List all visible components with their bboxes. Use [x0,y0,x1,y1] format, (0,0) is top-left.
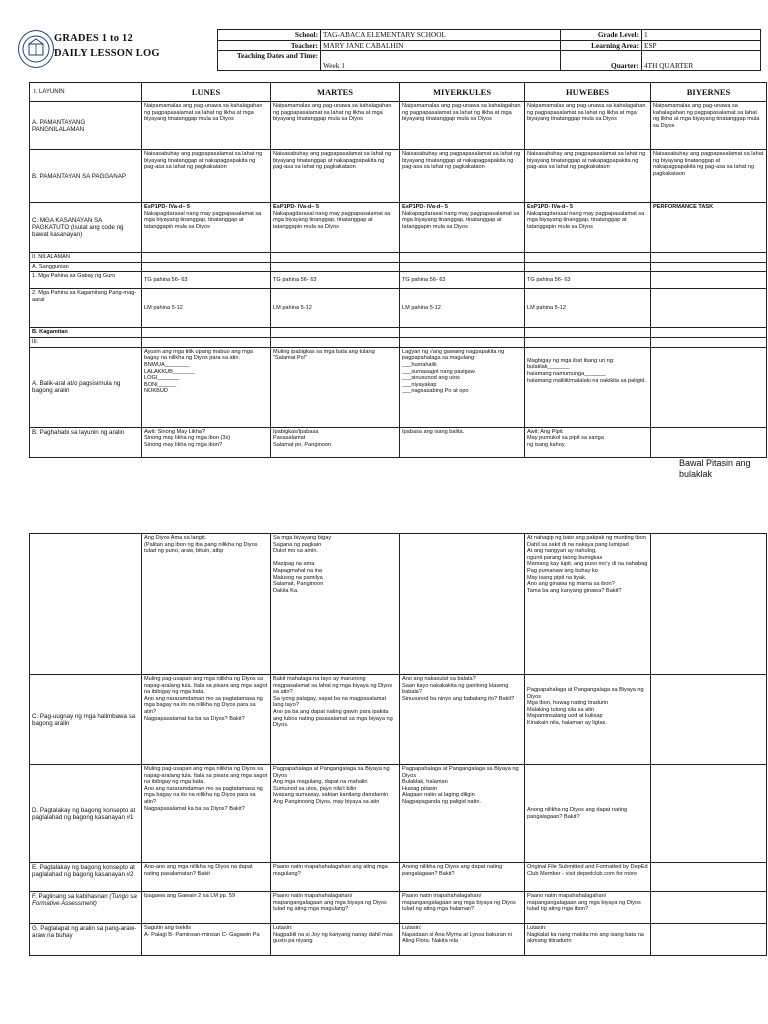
cell: Naisasabuhay ang pagpapasalamat sa lahat ng biyayang tinatanggap at nakapagpapakita ng pag-asa sa lahat ng pagkakataon [651,150,767,203]
cell: Anong nilikha ng Diyos ang dapat nating pangalagaan? Bakit? [525,765,651,863]
cell: TG pahina 56- 63 [400,272,525,289]
competency-text: Nakapagdarasal nang may pagpapasalamat sa mga biyayang tinanggap, tinatanggap at tatanggapin mula sa Diyos [273,210,391,230]
row-label: A. Sanggunian [30,262,142,272]
table-row [30,253,767,263]
cell: Naisasabuhay ang pagpapasalamat sa lahat ng biyayang tinatanggap at nakapagpapakita ng pag-asa sa lahat ng pagkakataon [400,150,525,203]
row-label: C. MGA KASANAYAN SA PAGKATUTO (Isulat ang code ng bawat kasanayan) [30,203,142,253]
cell: TG pahina 56- 63 [525,272,651,289]
row-label: E. Pagtalakay ng bagong konsepto at paglalahad ng bagong kasanayan #2 [30,863,142,892]
table-row [30,328,767,338]
grade-value: 1 [642,30,761,41]
cell: Paano natin mapahahalagahan/ mapangangalagaan ang mga biyaya ng Diyos tulad ng ating mga ibon? [525,892,651,924]
table-row [30,534,767,675]
competency-text: Nakapagdarasal nang may pagpapasalamat sa mga biyayang tinanggap, tinatanggap at tatanggapin mula sa Diyos [402,210,520,230]
area-value: ESP [642,40,761,51]
cell: Muling pag-usapan ang mga nilikha ng Diyos sa napag-aralang tula. Itala sa pisara ang mga sagot na ibibigay ng mga bata. Ano ang nararamdaman mo sa pagtatamasa ng mga bagay na ito na nilikha ng Diyos para sa atin? Nagpapasalamat ka ba sa Diyos? Bakit? [142,675,271,765]
cell: Awit: Ang Pipit May pumukol sa pipit sa sanga ng isang kahoy [525,427,651,457]
cell [651,765,767,863]
table-row [30,924,767,956]
competency-text: Nakapagdarasal nang may pagpapasalamat sa mga biyayang tinanggap, tinatanggap at tatanggapin mula sa Diyos [144,210,262,230]
cell: Muling pag-usapan ang mga nilikha ng Diyos sa napag-aralang tula. Itala sa pisara ang mga sagot na ibibigay ng mga bata. Ano ang nararamdaman mo sa pagtatamasa ng mga bagay na ito na nilikha ng Diyos para sa atin? Nagpapasalamat ka ba sa Diyos? Bakit? [142,765,271,863]
cell: Pagpapahalaga at Pangangalaga sa Biyaya ng Diyos Bulaklak, halaman Huwag pitasin Alagaan natin at laging diligin Nagpapaganda ng paligid natin. [400,765,525,863]
competency-code: EsP1PD- IVa-d– 5 [273,204,320,210]
area-label: Learning Area: [561,40,642,51]
cell: Paano natin mapahahalagahan ang ating mga magulang? [271,863,400,892]
cell: Paano natin mapahahalagahan/ mapangangalagaan ang mga biyaya ng Diyos tulad ng ating mga magulang? [271,892,400,924]
table-row [30,427,767,457]
cell: Ano ang nakasulat sa balata? Saan kayo nakakakita ng ganitong klaseng babala? Sinusunod ba ninyo ang babalang ito? Bakit? [400,675,525,765]
competency-text: Nakapagdarasal nang may pagpapasalamat sa mga biyayang tinanggap, tinatanggap at tatanggapin mula sa Diyos [527,210,645,230]
performance-task: PERFORMANCE TASK [651,203,767,253]
table-row [30,765,767,863]
cell: Paano natin mapahahalagahan/ mapangangalagaan ang mga biyaya ng Diyos tulad ng ating mga halaman? [400,892,525,924]
cell [651,863,767,892]
cell: Lutasin: Napadaan si Ana Myrna at Lynsa bakuran ni Aling Flora. Nakita nila [400,924,525,956]
cell: Magbigay ng mga ibat ibang uri ng: bulaklak_______ halamang namumunga_______ halamang maliliit/malalaki na nakikita sa paligid. [525,347,651,427]
table-row [30,338,767,348]
cell [400,534,525,675]
cell: LM pahina 5-12 [400,289,525,328]
cell: LM pahina 5-12 [142,289,271,328]
quarter-label: Quarter: [561,51,642,71]
cell: Lagyan ng √ang gawaing nagpapakita ng pagpapahalaga sa magulang: ___humahalik ___sumasagot nang pasigaw ___sinusunod ang utos ___niyayakap ___nagsasabing Po at opo [400,347,525,427]
overflow-note: Bawal Pitasin ang bulaklak [679,458,751,479]
row-label-sub: (Tungo sa Formative Assessment) [32,893,137,907]
table-row [30,272,767,289]
table-row [30,102,767,150]
day-header-lunes: LUNES [142,83,271,102]
cell: Naipamamalas ang pag-unawa sa kahalagahan ng pagpapasalamat sa lahat ng likha at mga biyayang tinatanggap mula sa Diyos [271,102,400,150]
cell: Naisasabuhay ang pagpapasalamat sa lahat ng biyayang tinatanggap at nakapagpapakita ng pag-asa sa lahat ng pagkakataon [525,150,651,203]
competency-code: EsP1PD- IVa-d– 5 [527,204,574,210]
row-label: II. NILALAMAN [30,253,142,263]
dates-value: Week 1 [321,51,561,71]
cell [400,203,525,253]
cell [271,203,400,253]
row-label: B. Paghahabi sa layunin ng aralin [30,427,142,457]
row-label: III. [30,338,142,348]
lesson-log-table-page1 [29,82,767,458]
teacher-label: Teacher: [218,40,321,51]
cell: Ano-ano ang mga nilikha ng Diyos na dapat nating pasalamatan? Bakit [142,863,271,892]
table-row [30,289,767,328]
cell [651,534,767,675]
table-row [30,262,767,272]
deped-logo [18,30,54,68]
cell: Lutasin: Nagkalat ka nang makita mo ang isang bata na akmang titiradurin [525,924,651,956]
table-row [30,892,767,924]
table-row [30,863,767,892]
cell: Ang Diyos Ama sa langit. (Palitan ang ibon ng iba pang nilikha ng Diyos tulad ng puno, araw, bituin, atbp [142,534,271,675]
cell: Pagpapahalaga at Pangangalaga sa Biyaya ng Diyos Mga ibon, huwag nating tiradurin Malaking tulong sila sa atin Mapaminsalang uod at kulisap Kinakain nila, halaman ay ligtas. [525,675,651,765]
cell: LM pahina 5-12 [271,289,400,328]
teacher-value: MARY JANE CABALHIN [321,40,561,51]
grade-label: Grade Level: [561,30,642,41]
cell [142,203,271,253]
cell [651,675,767,765]
cell: Ipabigkas/Ipabasa Pasasalamat Salamat po, Panginoon [271,427,400,457]
day-header-miyerkules: MIYERKULES [400,83,525,102]
table-row [30,675,767,765]
day-header-huwebes: HUWEBES [525,83,651,102]
quarter-value: 4TH QUARTER [642,51,761,71]
cell: Naisasabuhay ang pagpapasalamat sa lahat ng biyayang tinatanggap at nakapagpapakita ng pag-asa sa lahat ng pagkakataon [142,150,271,203]
cell: Ipabasa ang isang balita. [400,427,525,457]
doc-title-line2: DAILY LESSON LOG [54,48,160,59]
cell: Bakit mahalaga na tayo ay marunong magpasalamat sa lahat ng mga biyaya ng Diyos sa atin? Sa iyong palagay, sapat ba na magpasalamat lang tayo? Ano pa ba ang dapat nating gawin para ipakita ang lubos nating pasasalamat sa mga biyaya ng Diyos. [271,675,400,765]
cell [651,347,767,427]
header-info-table [217,29,761,71]
cell [525,203,651,253]
dates-label: Teaching Dates and Time: [218,51,321,71]
cell: Sagutin ang tseklis A- Palagi B- Paminsan-minsan C- Gagawin Pa [142,924,271,956]
competency-code: EsP1PD- IVa-d– 5 [144,204,191,210]
school-label: School: [218,30,321,41]
cell: Muling ipabigkas sa mga bata ang tulang “Salamat Po!” [271,347,400,427]
cell [651,427,767,457]
cell: TG pahina 56- 63 [271,272,400,289]
doc-title-line1: GRADES 1 to 12 [54,33,133,44]
cell: TG pahina 56- 63 [142,272,271,289]
cell: Lutasin: Nagpabili na si Joy ng kanyang nanay dahil mas gusto pa niyang [271,924,400,956]
row-label: B. PAMANTAYAN SA PAGGANAP [30,150,142,203]
cell [651,924,767,956]
competency-code: EsP1PD- IVa-d– 5 [402,204,449,210]
cell: Naipamamalas ang pag-unawa sa kahalagahan ng pagpapasalamat sa lahat ng likha at mga biyayang tinatanggap mula sa Diyos [142,102,271,150]
cell: Anong nilikha ng Diyos ang dapat nating pangalagaan? Bakit? [400,863,525,892]
cell: Naipamamalas ang pag-unawa sa kahalagahan ng pagpapasalamat sa lahat ng likha at mga biyayang tinatanggap mula sa Diyos [651,102,767,150]
day-header-biyernes: BIYERNES [651,83,767,102]
table-row [30,347,767,427]
table-row [30,150,767,203]
lesson-log-table-page2 [29,533,767,956]
cell: Naisasabuhay ang pagpapasalamat sa lahat ng biyayang tinatanggap at nakapagpapakita ng pag-asa sa lahat ng pagkakataon [271,150,400,203]
row-label: A. PAMANTAYANG PANGNILALAMAN [30,102,142,150]
row-label: C. Pag-uugnay ng mga halimbawa sa bagong aralin [30,675,142,765]
day-header-martes: MARTES [271,83,400,102]
row-label: A. Balik-aral at/o pagsisimula ng bagong aralin [30,347,142,427]
row-label: B. Kagamitan [30,328,142,338]
cell: At nahagip ng bato ang pakpak ng munting ibon Dahil sa sakit di na nakaya pang lumipad At ang nangyari ay nahulog, ngunit parang taong bumigkas Mamang kay lupit, ang puso mo’y di na nahabag Pag pumanaw ang buhay ko May isang pipit na iiyak. Ano ang ginawa ng mama sa ibon? Tama ba ang kanyang ginawa? Bakit? [525,534,651,675]
cell [651,892,767,924]
cell: Ayusin ang mga titik upang mabuo ang mga bagay na nilikha ng Diyos para sa atin. BNWUA________ LALAKKUB_______ LOGI_______ BONI______ NOKBUD [142,347,271,427]
row-label: 1. Mga Pahina sa Gabay ng Guro [30,272,142,289]
cell [651,272,767,289]
row-label-main: F. Paglinang sa kabihasnan [32,893,110,900]
row-label: D. Pagtalakay ng bagong konsepto at paglalahad ng bagong kasanayan #1 [30,765,142,863]
table-row [30,203,767,253]
cell: Sa mga biyayang bigay Sagana ng pagkain Dulot mo sa amin. Masipag na ama Mapagmahal na ina Malusog na pamilya Salamat, Panginoon Dakila Ka. [271,534,400,675]
cell: Pagpapahalaga at Pangangalaga sa Biyaya ng Diyos Ang mga magulang, dapat na mahalin Sumunod sa utos, payo nila’t bilin Iwasang sumuway, saktan kanilang damdamin Ang Panginoong Diyos, may biyaya sa atin [271,765,400,863]
cell: Original File Submitted and Formatted by DepEd Club Member - visit depedclub.com for more [525,863,651,892]
cell: Awit: Sinong May Likha? Sinong may likha ng mga ibon (3x) Sinong may likha ng mga ibon? [142,427,271,457]
row-label: G. Paglalapat ng aralin sa pang-araw-araw na buhay [30,924,142,956]
row-label: 2. Mga Pahina sa Kagamitang Pang-mag-aaral [30,289,142,328]
row-label [30,892,142,924]
cell [651,289,767,328]
layunin-header: I. LAYUNIN [30,83,142,102]
cell: Ipagawa ang Gawain 2 sa LM pp. 59 [142,892,271,924]
cell: Naipamamalas ang pag-unawa sa kahalagahan ng pagpapasalamat sa lahat ng likha at mga biyayang tinatanggap mula sa Diyos [400,102,525,150]
cell: LM pahina 5-12 [525,289,651,328]
school-value: TAG-ABACA ELEMENTARY SCHOOL [321,30,561,41]
row-label [30,534,142,675]
seal-icon [21,34,51,64]
cell: Naipamamalas ang pag-unawa sa kahalagahan ng pagpapasalamat sa lahat ng likha at mga biyayang tinatanggap mula sa Diyos [525,102,651,150]
